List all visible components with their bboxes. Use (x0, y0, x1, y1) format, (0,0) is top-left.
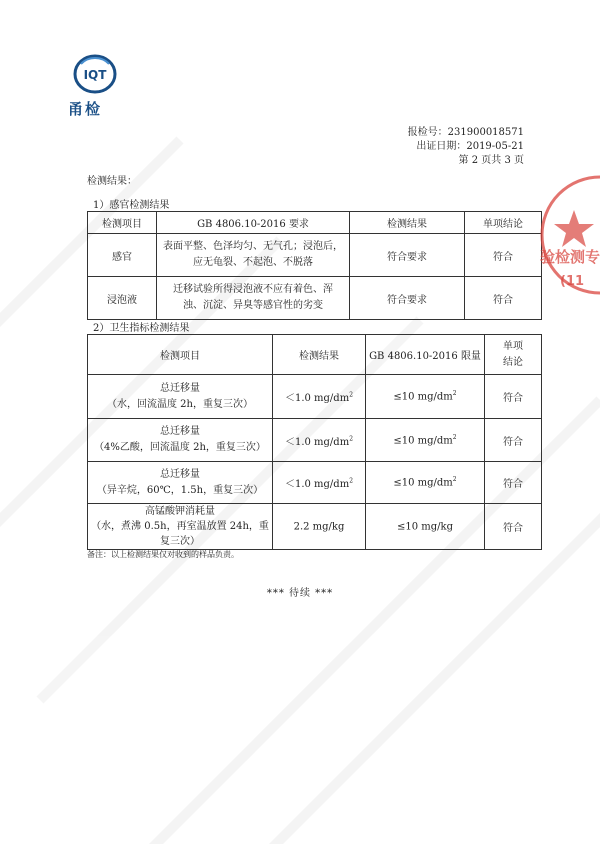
limit-cell: ≤10 $mg/dm^2$ (366, 462, 485, 504)
requirement-line: 浊、沉淀、异臭等感官性的劣变 (183, 300, 323, 311)
official-seal (530, 170, 600, 300)
result-cell: 2.2 mg/kg (273, 504, 366, 550)
header-cell: GB 4806.10-2016 要求 (157, 212, 350, 234)
item-line: （水，煮沸 0.5h，再室温放置 24h，重 (91, 521, 269, 532)
item-line: （水，回流温度 2h，重复三次） (107, 398, 253, 410)
item-cell: 浸泡液 (88, 277, 157, 320)
table-row (88, 277, 542, 320)
item-cell (88, 504, 273, 550)
header-cell: 单项结论 (465, 212, 542, 234)
limit-cell: ≤10 $mg/dm^2$ (366, 419, 485, 462)
item-line: （4%乙酸，回流温度 2h，重复三次） (94, 442, 266, 453)
item-cell: 感官 (88, 234, 157, 277)
result-cell: ＜1.0 $mg/dm^2$ (273, 462, 366, 504)
requirement-line: 迁移试验所得浸泡液不应有着色、浑 (173, 284, 333, 295)
stamp-text: 验检测专 (540, 248, 600, 266)
item-line: 总迁移量 (160, 426, 200, 437)
conclusion-cell: 符合 (485, 504, 542, 550)
sensory-title: 1）感官检测结果 (93, 200, 170, 211)
header-cell: 检测项目 (88, 212, 157, 234)
logo-mark: IQT (83, 68, 107, 82)
table-row (88, 462, 542, 504)
item-cell (88, 375, 273, 419)
item-cell (88, 462, 273, 504)
conclusion-cell: 符合 (485, 419, 542, 462)
sensory-table (87, 211, 542, 320)
header-cell (485, 335, 542, 375)
conclusion-cell: 符合 (465, 234, 542, 277)
logo-name: 甬检 (68, 100, 103, 118)
table-row (88, 234, 542, 277)
requirement-cell (157, 277, 350, 320)
result-cell: 符合要求 (350, 277, 465, 320)
header-cell: 检测项目 (88, 335, 273, 375)
issue-date: 出证日期：2019-05-21 (416, 141, 524, 152)
header-line: 结论 (503, 356, 523, 368)
limit-cell: ≤10 $mg/dm^2$ (366, 375, 485, 419)
header-cell: GB 4806.10-2016 限量 (366, 335, 485, 375)
header-cell: 检测结果 (273, 335, 366, 375)
stamp-number: (11 (560, 274, 585, 289)
item-cell (88, 419, 273, 462)
conclusion-cell: 符合 (485, 462, 542, 504)
table-row (88, 419, 542, 462)
item-line: 复三次） (160, 536, 200, 547)
item-line: （异辛烷，60℃，1.5h，重复三次） (96, 484, 264, 496)
table-row (88, 375, 542, 419)
requirement-line: 应无龟裂、不起泡、不脱落 (193, 257, 313, 268)
header-line: 单项 (503, 340, 523, 352)
requirement-cell (157, 234, 350, 277)
conclusion-cell: 符合 (465, 277, 542, 320)
report-header (408, 126, 524, 168)
continued-marker: *** 待续 *** (266, 588, 334, 599)
limit-cell: ≤10 mg/kg (366, 504, 485, 550)
report-number: 报检号：231900018571 (407, 127, 524, 138)
hygiene-table (87, 334, 542, 550)
footnote: 备注：以上检测结果仅对收到的样品负责。 (87, 550, 239, 559)
page-number: 第 2 页共 3 页 (458, 155, 524, 166)
item-line: 总迁移量 (160, 382, 200, 394)
result-cell: ＜1.0 $mg/dm^2$ (273, 419, 366, 462)
table-header-row (88, 212, 542, 234)
item-line: 高锰酸钾消耗量 (145, 506, 215, 517)
hygiene-title: 2）卫生指标检测结果 (93, 323, 190, 334)
item-line: 总迁移量 (160, 468, 200, 480)
result-cell: ＜1.0 $mg/dm^2$ (273, 375, 366, 419)
requirement-line: 表面平整、色泽均匀、无气孔；浸泡后， (163, 241, 343, 252)
result-cell: 符合要求 (350, 234, 465, 277)
table-row (88, 504, 542, 550)
header-cell: 检测结果 (350, 212, 465, 234)
table-header-row (88, 335, 542, 375)
conclusion-cell: 符合 (485, 375, 542, 419)
results-heading: 检测结果： (87, 176, 137, 187)
